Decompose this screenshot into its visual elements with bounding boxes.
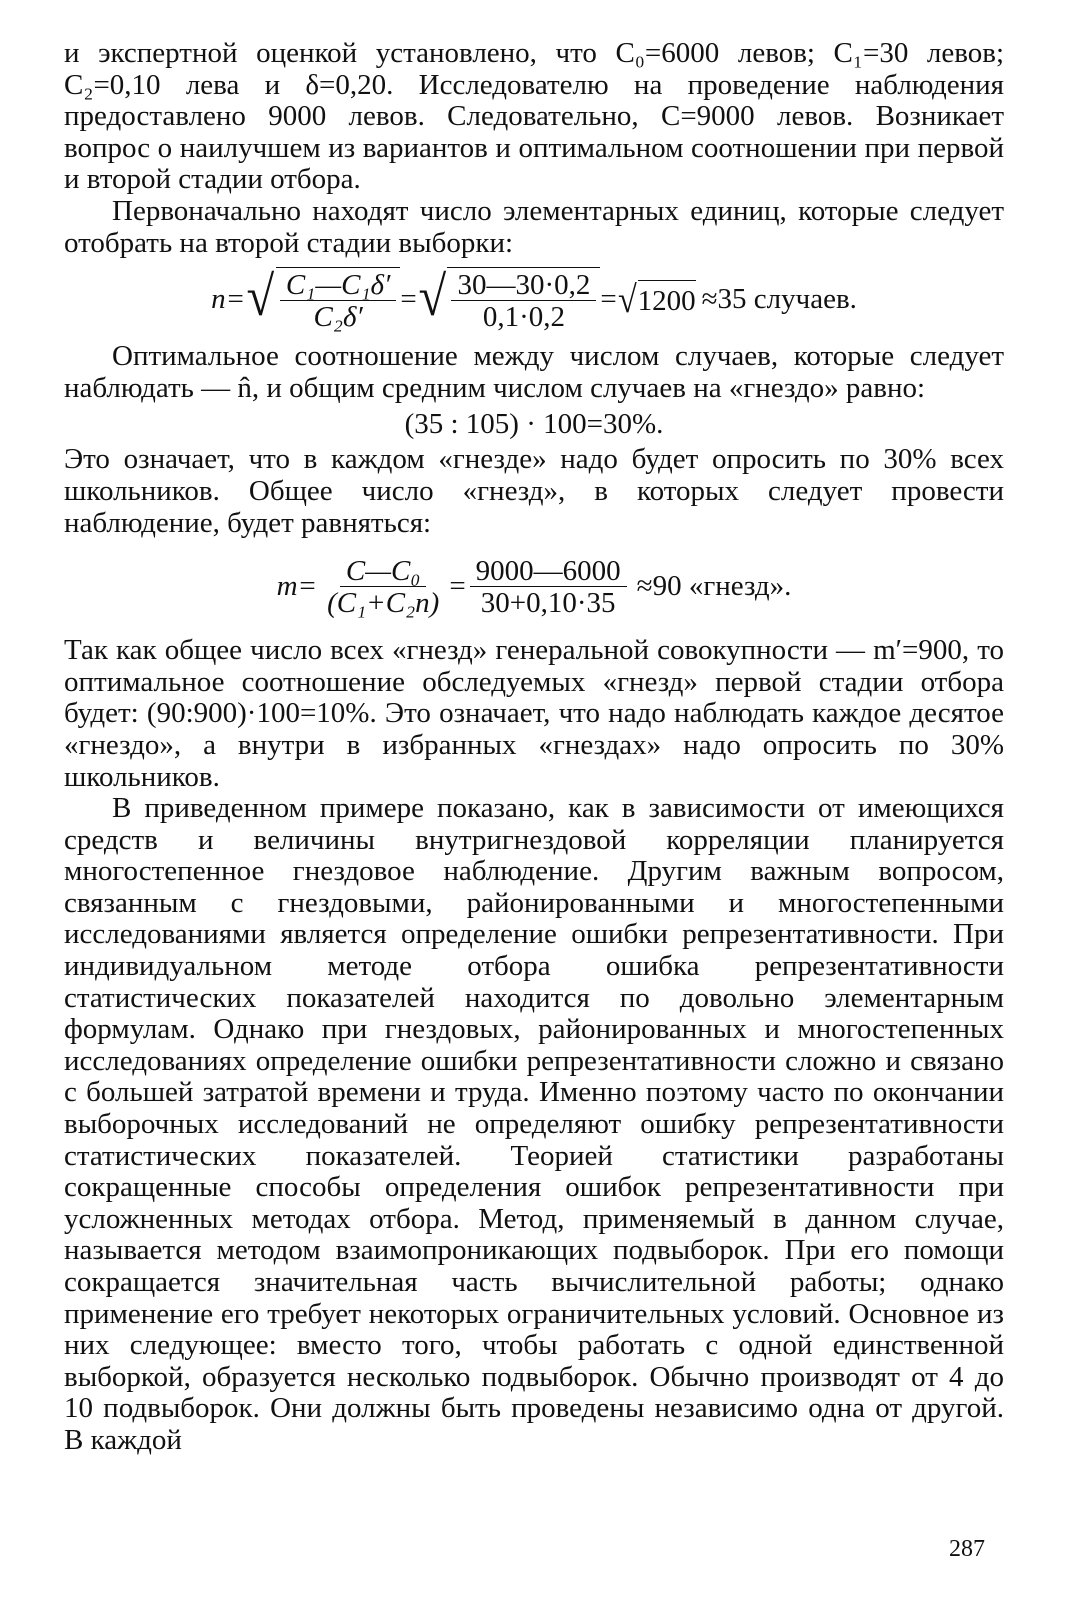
formula-n-result: ≈35 случаев. [701,283,857,316]
fraction-1 [280,270,396,333]
formula-n-lhs: n= [211,283,246,316]
fraction-m-1 [321,556,445,619]
formula-n-eq2: = [600,283,617,316]
sqrt-3: √ 1200 [617,279,696,322]
page-number: 287 [949,1536,985,1562]
formula-ratio: (35 : 105) · 100=30%. [404,408,664,441]
paragraph-1: и экспертной оценкой установлено, что C₀=6000 левов; C₁=30 левов; C₂=0,10 лева и δ=0,20. Исследователю на проведение наблюдения предоставлено 9000 левов. Следовательно, C=9000 левов. Возникает вопрос о наилучшем из вариантов и оптимальном соотношении при первой и второй стадии отбора. [64,37,1004,196]
paragraph-4: Это означает, что в каждом «гнезде» надо будет опросить по 30% всех школьников. Общее число «гнезд», в которых следует провести наблюдение, будет равняться: [64,443,1004,539]
fraction-2 [451,270,596,333]
fraction-1-denominator: C₂δ′ [313,301,363,334]
fraction-2-numerator: 30—30·0,2 [451,270,596,301]
fraction-m-2 [470,556,627,619]
paragraph-2: Первоначально находят число элементарных единиц, которые следует отобрать на второй стадии выборки: [64,194,1004,259]
fraction-m-2-denominator: 30+0,10·35 [480,586,616,619]
formula-m-result: ≈90 «гнезд». [636,570,792,603]
fraction-m-1-denominator: (C₁+C₂n) [327,586,440,619]
fraction-m-2-numerator: 9000—6000 [470,556,627,587]
formula-optimal-n [64,259,1004,341]
paragraph-6: В приведенном примере показано, как в зависимости от имеющихся средств и величины внутригнездовой корреляции планируется многостепенное гнездовое наблюдение. Другим важным вопросом, связанным с гнездовыми, районированными и многостепенными исследованиями является определение ошибки репрезентативности. При индивидуальном методе отбора ошибка репрезентативности статистических показателей находится по довольно элементарным формулам. Однако при гнездовых, районированных и многостепенных исследованиях определение ошибки репрезентативности сложно и связано с большей затратой времени и труда. Именно поэтому часто по окончании выборочных исследований не определяют ошибку репрезентативности статистических показателей. Теорией статистики разработаны сокращенные способы определения ошибок репрезентативности при усложненных методах отбора. Метод, применяемый в данном случае, называется методом взаимопроникающих подвыборок. При его помощи сокращается значительная часть вычислительной работы; однако применение его требует некоторых ограничительных условий. Основное из них следующее: вместо того, чтобы работать с одной единственной выборкой, образуется несколько подвыборок. Обычно производят от 4 до 10 подвыборок. Они должны быть проведены независимо одна от другой. В каждой [64,792,1004,1456]
sqrt-3-radicand: 1200 [638,280,696,320]
fraction-1-numerator: C₁—C₁δ′ [280,270,396,301]
formula-m-lhs: m= [276,570,318,603]
sqrt-2: √ $\frac{30—30\cdot 0,2}{0,1\cdot 0,2}$ [417,267,601,333]
page-body [64,38,1004,1457]
paragraph-3: Оптимальное соотношение между числом случаев, которые следует наблюдать — n̂, и общим средним числом случаев на «гнездо» равно: [64,340,1004,404]
formula-m-eq: = [449,570,466,603]
fraction-m-1-numerator: C—C₀ [340,556,427,587]
paragraph-5: Так как общее число всех «гнезд» генеральной совокупности — m′=900, то оптимальное соотношение обследуемых «гнезд» первой стадии отбора будет: (90:900)·100=10%. Это означает, что надо наблюдать каждое десятое «гнездо», а внутри в избранных «гнездах» надо опросить по 30% школьников. [64,634,1004,793]
formula-n-eq1: = [400,283,417,316]
sqrt-1: √ $\frac{\text{C₁—C₁δ′}}{\text{C₂δ′}}$ [245,267,400,333]
formula-nests-count [64,539,1004,635]
fraction-2-denominator: 0,1·0,2 [482,301,566,334]
